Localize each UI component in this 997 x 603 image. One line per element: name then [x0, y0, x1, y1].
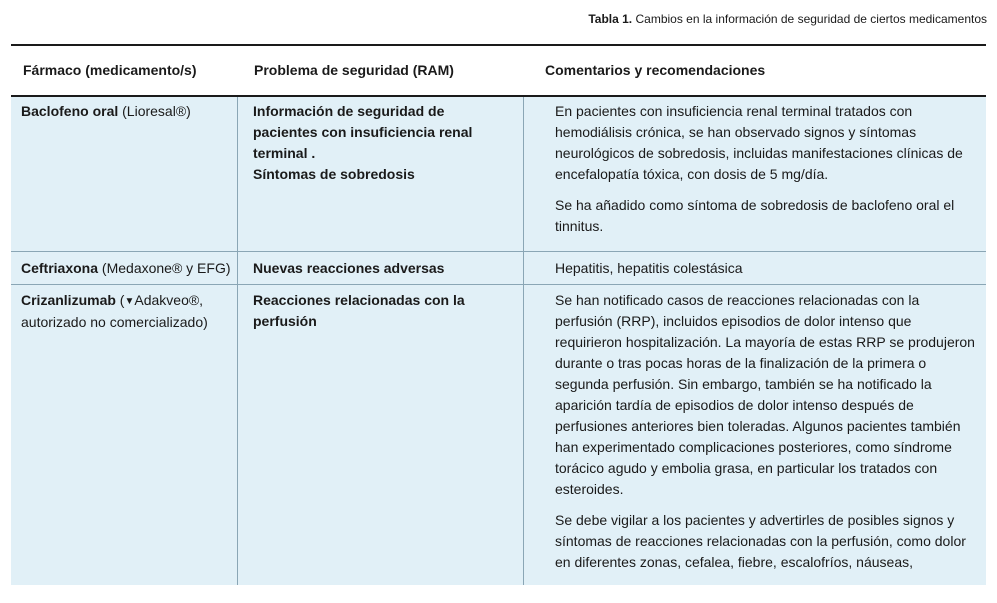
drug-brand: (Medaxone® y EFG): [101, 260, 231, 276]
drug-name: Crizanlizumab: [21, 292, 116, 308]
row-divider: [11, 284, 986, 285]
problem-line: Síntomas de sobredosis: [253, 166, 415, 182]
drug-brand: (Lioresal®): [122, 103, 191, 119]
drug-brand-prefix: (: [119, 292, 125, 308]
problem-line: Nuevas reacciones adversas: [253, 260, 445, 276]
drug-name: Baclofeno oral: [21, 103, 119, 119]
caption-label: Tabla 1.: [588, 12, 633, 26]
table-row-baclofeno-drug: [21, 101, 231, 122]
table-row-crizanlizumab-drug: [21, 290, 231, 333]
comment-paragraph: Hepatitis, hepatitis colestásica: [555, 260, 743, 276]
table-row-ceftriaxona-comments: [555, 258, 975, 279]
column-divider: [237, 97, 238, 585]
caption-text: Cambios en la información de seguridad de ciertos medicamentos: [635, 12, 987, 26]
black-triangle-icon: ▼: [124, 296, 135, 307]
problem-line: pacientes con insuficiencia renal: [253, 124, 473, 140]
comment-paragraph: Se debe vigilar a los pacientes y advertirles de posibles signos y síntomas de reacciones relacionadas con la perfusión, como dolor en diferentes zonas, cefalea, fiebre, escalofríos, náuseas,: [555, 512, 966, 570]
drug-name: Ceftriaxona: [21, 260, 99, 276]
table-row-crizanlizumab-problem: [253, 290, 515, 332]
drug-note: autorizado no comercializado): [21, 314, 208, 330]
table-row-baclofeno-problem: [253, 101, 515, 185]
table-row-ceftriaxona-drug: [21, 258, 231, 279]
column-divider: [523, 97, 524, 585]
problem-line: terminal .: [253, 145, 316, 161]
top-rule: [11, 44, 986, 46]
problem-line: Reacciones relacionadas con la: [253, 292, 465, 308]
row-divider: [11, 251, 986, 252]
comment-paragraph: En pacientes con insuficiencia renal terminal tratados con hemodiálisis crónica, se han observado signos y síntomas neurológicos de sobredosis, incluidas manifestaciones clínicas de encefalopatía tóxica, con dosis de 5 mg/día.: [555, 103, 963, 182]
table-row-baclofeno-comments: [555, 101, 975, 237]
header-comments: Comentarios y recomendaciones: [545, 62, 766, 78]
table-caption: [588, 12, 987, 26]
drug-brand: Adakveo®,: [134, 292, 204, 308]
header-problem: Problema de seguridad (RAM): [254, 62, 454, 78]
comment-paragraph: Se han notificado casos de reacciones relacionadas con la perfusión (RRP), incluidos episodios de dolor intenso que requirieron hospitalización. La mayoría de estas RRP se produjeron durante o tras pocas horas de la finalización de la primera o segunda perfusión. Sin embargo, también se ha notificado la aparición tardía de episodios de dolor intenso después de perfusiones anteriores bien toleradas. Algunos pacientes también han experimentado complicaciones posteriores, como síndrome torácico agudo y embolia grasa, en particular los tratados con esteroides.: [555, 292, 975, 497]
problem-line: Información de seguridad de: [253, 103, 445, 119]
header-drug: Fármaco (medicamento/s): [23, 62, 197, 78]
comment-paragraph: Se ha añadido como síntoma de sobredosis de baclofeno oral el tinnitus.: [555, 197, 955, 234]
table-row-crizanlizumab-comments: [555, 290, 975, 573]
problem-line: perfusión: [253, 313, 317, 329]
table-row-ceftriaxona-problem: [253, 258, 515, 279]
